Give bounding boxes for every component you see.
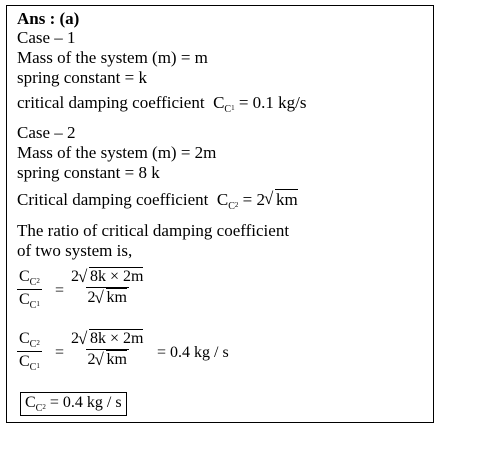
- case1-mass: Mass of the system (m) = m: [17, 48, 208, 67]
- case1-ccd-label: critical damping coefficient: [17, 93, 205, 112]
- eq1-lhs-den-sub: C: [29, 300, 37, 311]
- case2-ccd-sub: C: [228, 201, 235, 212]
- eq2-lhs-den-symbol: C: [19, 353, 30, 370]
- eq1-lhs-fraction: [17, 268, 42, 311]
- eq1-rhs-den-coef: 2: [87, 289, 96, 306]
- eq1-rhs-den-radicand: km: [106, 289, 127, 306]
- eq2-lhs-fraction: [17, 330, 42, 373]
- case2-sqrt: [265, 190, 298, 210]
- answer-label: Ans : (a): [17, 9, 80, 28]
- eq2-rhs-num-sqrt: [79, 330, 143, 348]
- case1-spring: spring constant = k: [17, 68, 147, 87]
- eq1-lhs-den-sub2: 1: [36, 300, 40, 308]
- case1-critical-damping: [17, 93, 307, 120]
- eq2-rhs-fraction: [69, 330, 145, 369]
- final-sub: C: [35, 403, 43, 414]
- eq2-lhs-num-sub: C: [29, 339, 37, 350]
- case2-ccd-sub2: 2: [234, 201, 239, 209]
- eq1-lhs-num-sub2: 2: [36, 277, 40, 285]
- eq2-rhs-den-sqrt: [96, 351, 127, 369]
- case2-ccd-symbol: C: [216, 190, 229, 209]
- eq2-rhs-den-coef: 2: [87, 351, 96, 368]
- case1-ccd-sub2: 1: [231, 104, 235, 112]
- case2-sqrt-radicand: km: [275, 190, 298, 209]
- eq1-rhs-num-coef: 2: [71, 268, 79, 285]
- ratio-intro-line1: The ratio of critical damping coefficient: [17, 221, 290, 240]
- case1-ccd-symbol: C: [213, 93, 225, 112]
- case1-title: Case – 1: [17, 28, 76, 47]
- final-sub2: 2: [42, 403, 46, 411]
- eq2-rhs-den-radicand: km: [106, 351, 127, 368]
- case2-title: Case – 2: [17, 123, 76, 142]
- eq2-lhs-den-sub2: 1: [36, 362, 40, 370]
- eq1-rhs-fraction: [69, 268, 145, 307]
- ratio-intro-line2: of two system is,: [17, 241, 133, 260]
- eq1-rhs-num-radicand: 8k × 2m: [90, 268, 144, 285]
- eq1-lhs-num-symbol: C: [19, 268, 30, 285]
- case2-ccd-label: Critical damping coefficient: [17, 190, 209, 209]
- final-value: = 0.4 kg / s: [49, 394, 122, 411]
- case2-ccd-value-prefix: = 2: [242, 190, 265, 209]
- eq1-equals: =: [55, 282, 65, 299]
- final-symbol: C: [25, 394, 36, 411]
- eq2-rhs-num-radicand: 8k × 2m: [90, 330, 144, 347]
- case1-ccd-value: = 0.1 kg/s: [238, 93, 307, 112]
- case1-ccd-sub: C: [224, 104, 232, 115]
- eq1-lhs-den-symbol: C: [19, 291, 30, 308]
- answer-box: [6, 5, 434, 423]
- eq2-equals: =: [55, 344, 65, 361]
- eq1-rhs-num-sqrt: [79, 268, 143, 286]
- case2-mass: Mass of the system (m) = 2m: [17, 143, 217, 162]
- eq2-lhs-den-sub: C: [29, 362, 37, 373]
- eq2-result: = 0.4 kg / s: [157, 344, 229, 361]
- case2-spring: spring constant = 8 k: [17, 163, 160, 182]
- eq2-rhs-num-coef: 2: [71, 330, 79, 347]
- eq2-lhs-num-sub2: 2: [36, 339, 40, 347]
- eq2-lhs-num-symbol: C: [19, 330, 30, 347]
- case2-critical-damping: [17, 190, 298, 217]
- eq1-rhs-den-sqrt: [96, 289, 127, 307]
- final-result-box: [20, 392, 127, 416]
- eq1-lhs-num-sub: C: [29, 277, 37, 288]
